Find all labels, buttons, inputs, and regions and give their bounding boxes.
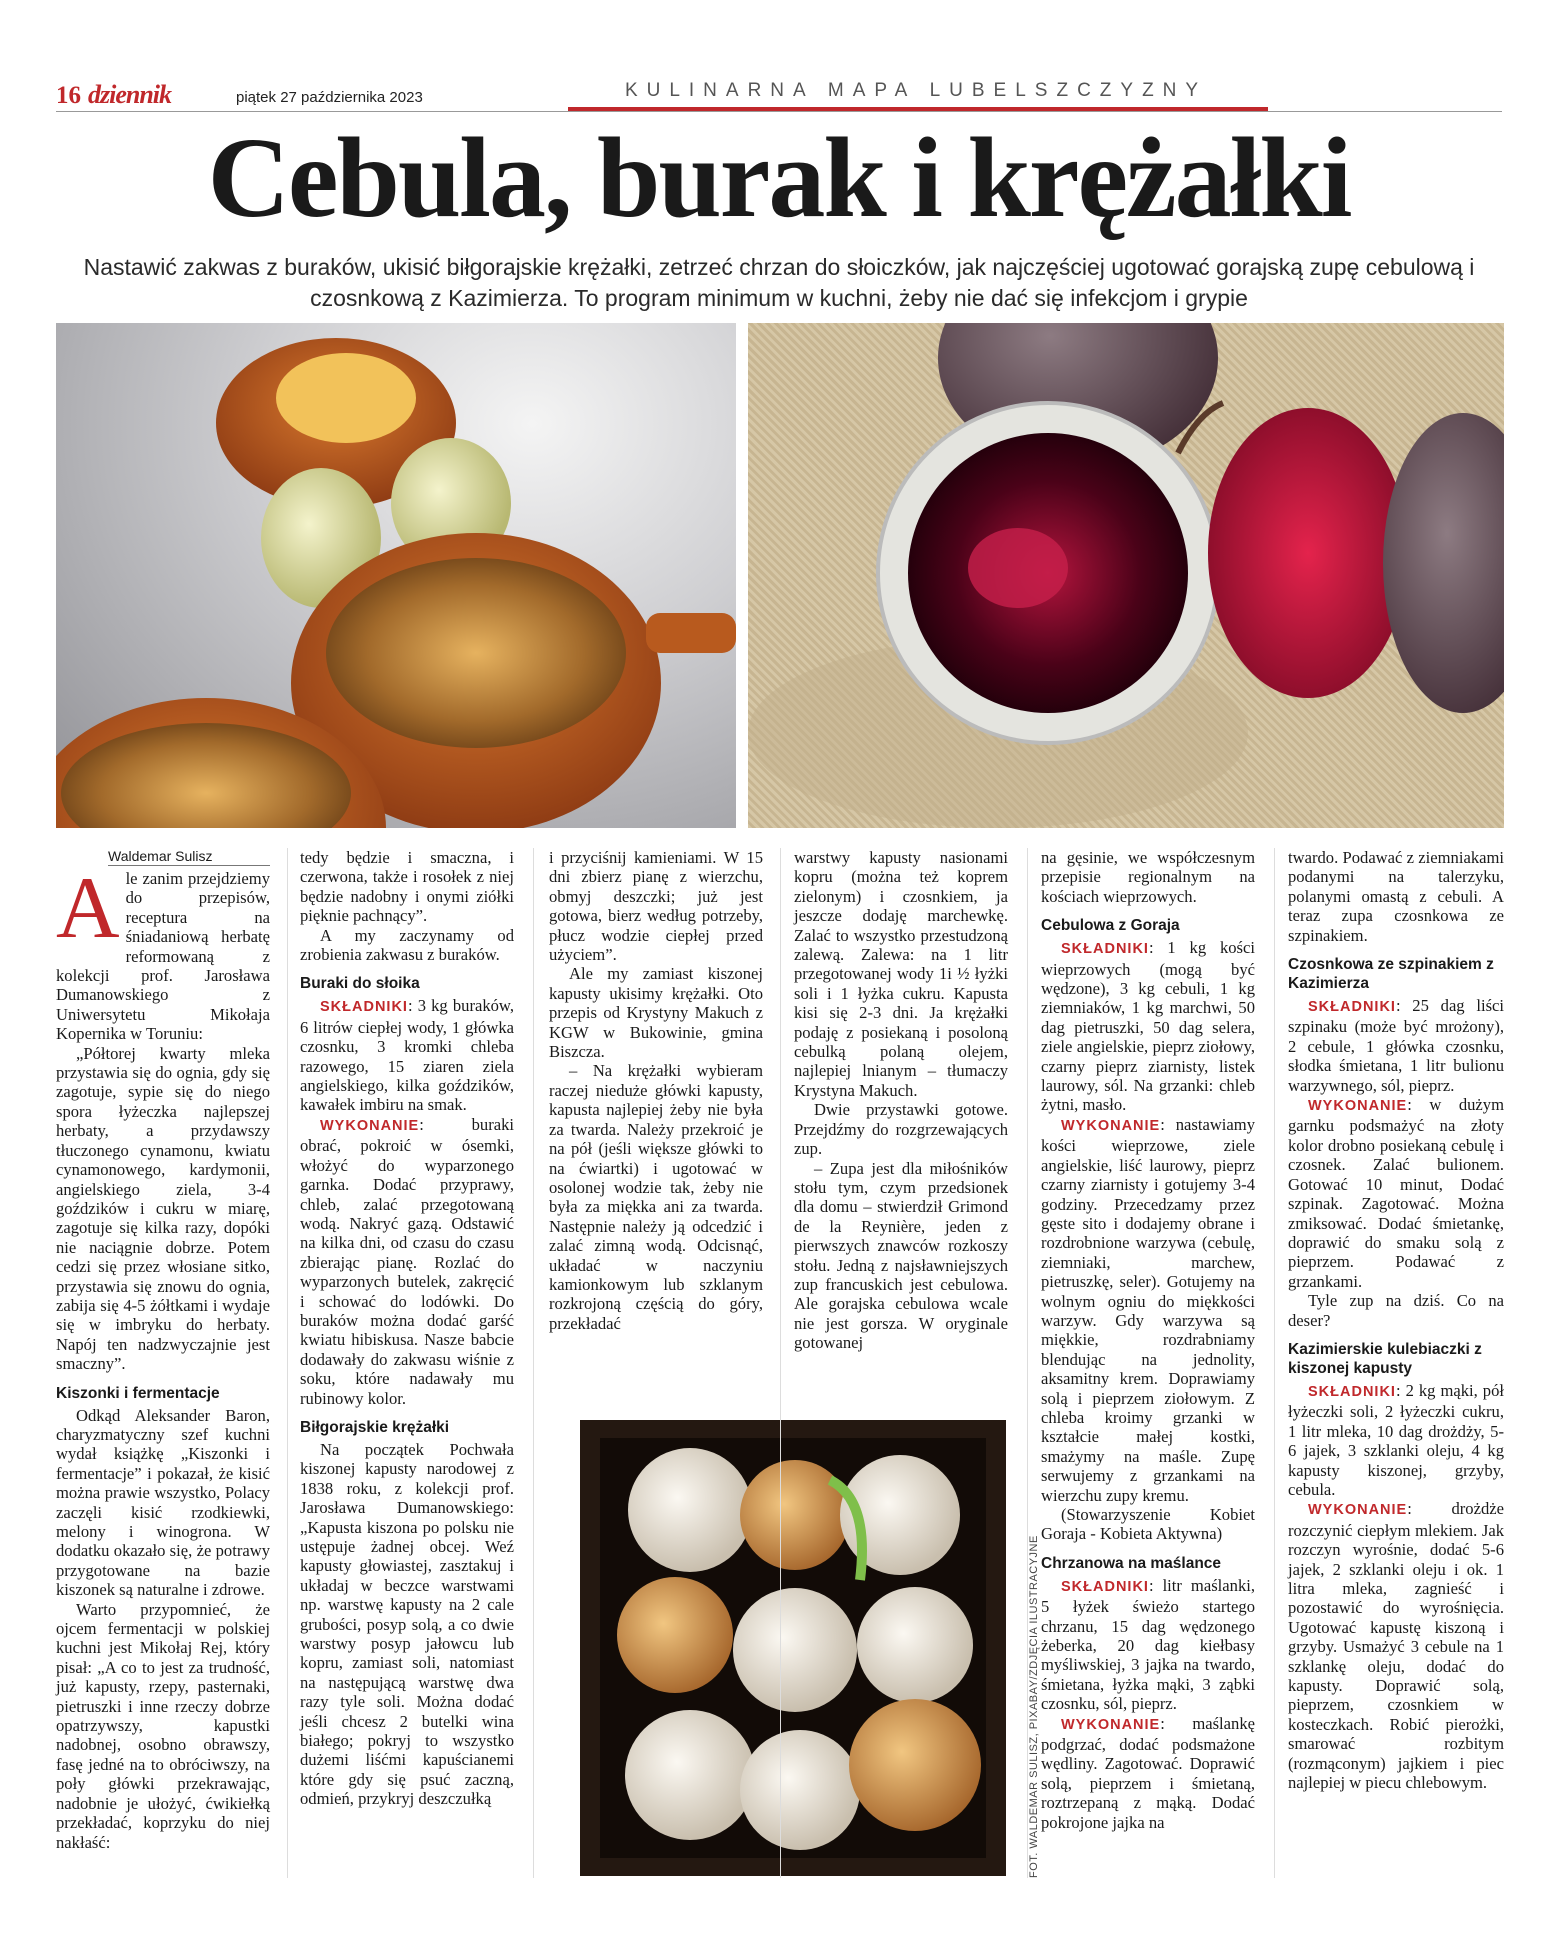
paragraph: – Zupa jest dla miłośników stołu tym, czym przedsionek dla domu – stwierdził Grimond de la Reynière, jeden z pierwszych znawców rozkoszy stołu. Jedną z najsławniejszych zup francuskich jest cebulowa. Ale gorajska cebulowa wcale nie jest gorsza. W oryginale gotowanej	[794, 1158, 1008, 1353]
column-rule	[780, 848, 781, 1878]
ingredients-label: SKŁADNIKI	[320, 999, 408, 1016]
ingredients-paragraph	[1041, 1576, 1255, 1714]
ingredients-text: : litr maślanki, 5 łyżek świeżo startego chrzanu, 15 dag wędzonego żeberka, 20 dag kiełbasy myśliwskiej, 3 jajka na twardo, śmietana, łyżka mąki, 3 ząbki czosnku, sól, pieprz.	[1041, 1575, 1255, 1714]
subheading-cebulowa: Cebulowa z Goraja	[1041, 917, 1180, 935]
article-column-6	[1288, 848, 1504, 1792]
paragraph: Dwie przystawki gotowe. Przejdźmy do rozgrzewających zup.	[794, 1100, 1008, 1159]
method-text: : nastawiamy kości wieprzowe, ziele angielskie, liść laurowy, pieprz czarny ziarnisty i gotujemy 3-4 godziny. Przecedzamy przez gęste sito i dodajemy obrane i rozdrobnione warzywa (cebulę, ziemniaki, marchew, pietruszkę, seler). Gotujemy na wolnym ogniu do miękkości warzyw. Gdy warzywa są miękkie, rozdrabniamy blendując na jednolity, aksamitny krem. Doprawiamy solą i pieprzem ziołowym. Z chleba kroimy grzanki w kształcie małej kostki, smażymy na maśle. Zupę serwujemy z grzankami na wierzchu zupy kremu.	[1041, 1114, 1255, 1505]
onion-soup-photo	[56, 323, 736, 828]
intro-paragraph	[56, 860, 270, 1044]
paragraph: warstwy kapusty nasionami kopru (można też koprem zielonym) i czosnkiem, ja jeszcze dodaję marchewkę. Zalać to wszystko przestudzoną zalewą. Zalewa: na 1 litr przegotowanej wody 1i ½ łyżki soli i 1 łyżka cukru. Kapusta kisi się 2-3 dni. Ja krężałki podaję z posiekaną i posoloną cebulką polaną olejem, najlepiej lnianym – tłumaczy Krystyna Makuch.	[794, 848, 1008, 1100]
article-column-5	[1041, 848, 1255, 1832]
paragraph: – Na krężałki wybieram raczej nieduże główki kapusty, kapusta najlepiej żeby nie była za twarda. Należy przekroić je na pół (jeśli większe główki to na ćwiartki) i ugotować w osolonej wodzie tak, żeby nie była za miękka ani za twarda. Następnie należy ją odcedzić i zalać zimną wodą. Odcisnąć, układać w naczyniu kamionkowym lub szklanym rozkrojoną częścią do góry, przekładać	[549, 1061, 763, 1333]
article-column-1	[56, 848, 270, 1852]
subheading-kulebiaczki: Kazimierskie kulebiaczki z kiszonej kapusty	[1288, 1340, 1482, 1377]
article-column-3	[549, 848, 763, 1333]
method-label: WYKONANIE	[1308, 1098, 1408, 1115]
tea-recipe-paragraph: „Półtorej kwarty mleka przystawia się do ognia, gdy się zagotuje, sypie się do niego spora łyżeczka najlepszej herbaty, a przydawszy tłuczonego cynamonu, kwiatu cynamonowego, kardymonii, angielskiego ziela, 3-4 goździków i cukru w miarę, zagotuje się kilka razy, dopóki nie naciągnie dobrze. Potem cedzi się przez włosiane sitko, przystawia się znowu do ognia, zabija się 4-5 żółtkami i wydaje się w imbryku do herbaty. Napój ten nadzwyczajnie jest smaczny”.	[56, 1043, 270, 1374]
headline: Cebula, burak i krężałki	[207, 114, 1351, 241]
method-paragraph	[1288, 1499, 1504, 1792]
source-note: (Stowarzyszenie Kobiet Goraja - Kobieta Aktywna)	[1041, 1505, 1255, 1544]
page-number: 16	[56, 82, 81, 109]
method-text: : w dużym garnku podsmażyć na złoty kolor drobno posiekaną cebulę i czosnek. Zalać bulionem. Gotować 10 minut, Dodać szpinak. Zagotować. Można zmiksować. Dodać śmietankę, doprawić do smaku solą z pieprzem. Podawać z grzankami.	[1288, 1095, 1504, 1291]
method-text: : maślankę podgrzać, dodać podsmażone wędliny. Zagotować. Doprawić solą, pieprzem i śmietaną, roztrzepaną z mąką. Dodać pokrojone jajka na	[1041, 1713, 1255, 1832]
ingredients-text: : 25 dag liści szpinaku (może być mrożony), 2 cebule, 1 główka czosnku, słodka śmietana, 1 litr bulionu warzywnego, sól, pieprz.	[1288, 996, 1504, 1095]
paragraph: twardo. Podawać z ziemniakami podanymi na talerzyku, polanymi omastą z cebuli. A teraz zupa czosnkowa ze szpinakiem.	[1288, 848, 1504, 945]
rej-paragraph: Warto przypomnieć, że ojcem fermentacji w polskiej kuchni jest Mikołaj Rej, który pisał: „A co to jest za trudność, już kapusty, rzepy, pasternaki, pietruszki i inne rzeczy dobrze opatrzywszy, kapustki nadobnej, osobno obrawszy, fasę jedné na to obróciwszy, na poły główki przekrawając, nadobnie je ułożyć, ćwikiełką przekładać, koprzyku do niej nakłaść:	[56, 1599, 270, 1852]
subheading-krezalki: Biłgorajskie krężałki	[300, 1418, 450, 1436]
onion-garlic-photo	[580, 1420, 1006, 1876]
method-label: WYKONANIE	[320, 1117, 420, 1134]
ingredients-paragraph	[1041, 938, 1255, 1115]
ingredients-label: SKŁADNIKI	[1308, 999, 1396, 1016]
subheading-kiszonki: Kiszonki i fermentacje	[56, 1384, 220, 1402]
method-label: WYKONANIE	[1308, 1502, 1408, 1519]
method-label: WYKONANIE	[1061, 1117, 1161, 1134]
method-paragraph	[300, 1115, 514, 1408]
paragraph: i przyciśnij kamieniami. W 15 dni zbierz pianę z wierzchu, obmyj deszczki; już jest gotowa, bierz według potrzeby, płucz wodzie ciepłej przed użyciem”.	[549, 848, 763, 965]
photo-credit	[1014, 1518, 1040, 1878]
method-paragraph	[1041, 1115, 1255, 1505]
paragraph: Na początek Pochwała kiszonej kapusty narodowej z 1838 roku, z kolekcji prof. Jarosława Dumanowskiego: „Kapusta kiszona po polsku nie ustępuje żadnej obcej. Weź kapusty głowiastej, zasztakuj i układaj w beczce warstwami np. warstwę kapusty na 2 cale grubości, posyp solą, a co dwie warstwy posyp jałowcu lub kopru, zamiast soli, natomiast na następującą warstwę dwa razy tyle soli. Można dodać jeśli chcesz 2 butelki wina białego; pokryj to wszystko dużemi liśćmi kapuścianemi które gdy się psuć zaczną, odmień, przykryj deszczułką	[300, 1439, 514, 1809]
beet-kvass-photo	[748, 323, 1504, 828]
fermentation-paragraph: Odkąd Aleksander Baron, charyzmatyczny szef kuchni wydał książkę „Kiszonki i fermentacje” i pokazał, że kisić można prawie wszystko, Polacy zaczęli kisić rzodkiewki, melony i winogrona. W dodatku okazało się, że potrawy przygotowane na bazie kiszonek są naturalne i zdrowe.	[56, 1405, 270, 1600]
ingredients-paragraph	[1288, 1381, 1504, 1499]
subheading-chrzanowa: Chrzanowa na maślance	[1041, 1554, 1222, 1572]
brand-logo: dziennik	[88, 80, 172, 109]
issue-date: piątek 27 października 2023	[236, 89, 423, 106]
article-column-2	[300, 848, 514, 1809]
column-rule	[287, 848, 288, 1878]
ingredients-label: SKŁADNIKI	[1061, 941, 1149, 958]
lead-paragraph: Nastawić zakwas z buraków, ukisić biłgorajskie krężałki, zetrzeć chrzan do słoiczków, jak najczęściej ugotować gorajską zupę cebulową i czosnkową z Kazimierza. To program minimum w kuchni, żeby nie dać się infekcjom i grypie	[83, 254, 1475, 311]
section-kicker: KULINARNA MAPA LUBELSZCZYZNY	[624, 80, 1208, 101]
intro-text: le zanim przejdziemy do przepisów, receptura na śniadaniową herbatę reformowaną z kolekcji prof. Jarosława Dumanowskiego z Uniwersytetu Mikołaja Kopernika w Toruniu:	[56, 869, 270, 1044]
method-text: : drożdże rozczynić ciepłym mlekiem. Jak rozczyn wyrośnie, dodać 5-6 jajek, 2 szklanki oleju i ok. 1 litra mleka, zagnieść i pozostawić do wyrośnięcia. Ugotować kapustę kiszoną i grzyby. Usmażyć 3 cebule na 1 szklankę oleju, dodać do kapusty. Doprawić solą, pieprzem, czosnkiem w kosteczkach. Robić pierożki, smarować rozbitym (rozmąconym) jajkiem i piec najlepiej w piecu chlebowym.	[1288, 1499, 1504, 1793]
ingredients-text: : 3 kg buraków, 6 litrów ciepłej wody, 1 główka czosnku, 3 kromki chleba razowego, 15 ziaren ziela angielskiego, kilka goździków, kawałek imbiru na smak.	[300, 996, 514, 1115]
method-label: WYKONANIE	[1061, 1716, 1161, 1733]
byline: Waldemar Sulisz	[108, 848, 270, 866]
paragraph: A my zaczynamy od zrobienia zakwasu z buraków.	[300, 925, 514, 965]
page-header	[56, 80, 1502, 110]
ingredients-text: : 1 kg kości wieprzowych (mogą być wędzone), 3 kg cebuli, 1 kg ziemniaków, 1 kg marchwi, 50 dag pietruszki, 50 dag selera, ziele angielskie, pieprz ziołowy, czarny pieprz ziarnisty, listek laurowy, sól. Na grzanki: chleb żytni, masło.	[1041, 938, 1255, 1115]
subheading-buraki: Buraki do słoika	[300, 975, 420, 993]
ingredients-text: : 2 kg mąki, pół łyżeczki soli, 2 łyżeczki cukru, 1 litr mleka, 10 dag drożdży, 5-6 jajek, 3 szklanki oleju, 4 kg kapusty kiszonej, grzyby, cebula.	[1288, 1380, 1504, 1499]
drop-cap: A	[56, 860, 120, 957]
column-rule	[533, 848, 534, 1878]
paragraph: tedy będzie i smaczna, i czerwona, także i rosołek z niej będzie nadobny i onymi ziółki pięknie pachnący”.	[300, 848, 514, 926]
ingredients-label: SKŁADNIKI	[1061, 1578, 1149, 1595]
paragraph: Ale my zamiast kiszonej kapusty ukisimy krężałki. Oto przepis od Krystyny Makuch z KGW w Bukowinie, gmina Biszcza.	[549, 964, 763, 1062]
method-text: : buraki obrać, pokroić w ósemki, włożyć do wyparzonego garnka. Dodać przyprawy, chleb, zalać przegotowaną wodą. Nakryć gazą. Odstawić na kilka dni, od czasu do czasu zbierając pianę. Rozlać do wyparzonych butelek, zakręcić i schować do lodówki. Do buraków można dodać garść kwiatu hibiskusa. Nasze babcie dodawały do zakwasu wiśnie z soku, które nadawały mu rubinowy kolor.	[300, 1114, 514, 1408]
method-paragraph	[1041, 1714, 1255, 1832]
paragraph: na gęsinie, we współczesnym przepisie regionalnym na kościach wieprzowych.	[1041, 848, 1255, 906]
photo-credit-text: FOT. WALDEMAR SULISZ, PIXABAY/ZDJĘCIA ILUSTRACYJNE	[1028, 1535, 1040, 1878]
ingredients-paragraph	[1288, 996, 1504, 1095]
article-column-4	[794, 848, 1008, 1353]
method-paragraph	[1288, 1095, 1504, 1291]
column-rule	[1274, 848, 1275, 1878]
column-rule	[1027, 848, 1028, 1878]
subheading-czosnkowa: Czosnkowa ze szpinakiem z Kazimierza	[1288, 956, 1494, 993]
header-rule	[56, 111, 1502, 112]
ingredients-paragraph	[300, 996, 514, 1114]
paragraph: Tyle zup na dziś. Co na deser?	[1288, 1291, 1504, 1330]
ingredients-label: SKŁADNIKI	[1308, 1383, 1396, 1400]
